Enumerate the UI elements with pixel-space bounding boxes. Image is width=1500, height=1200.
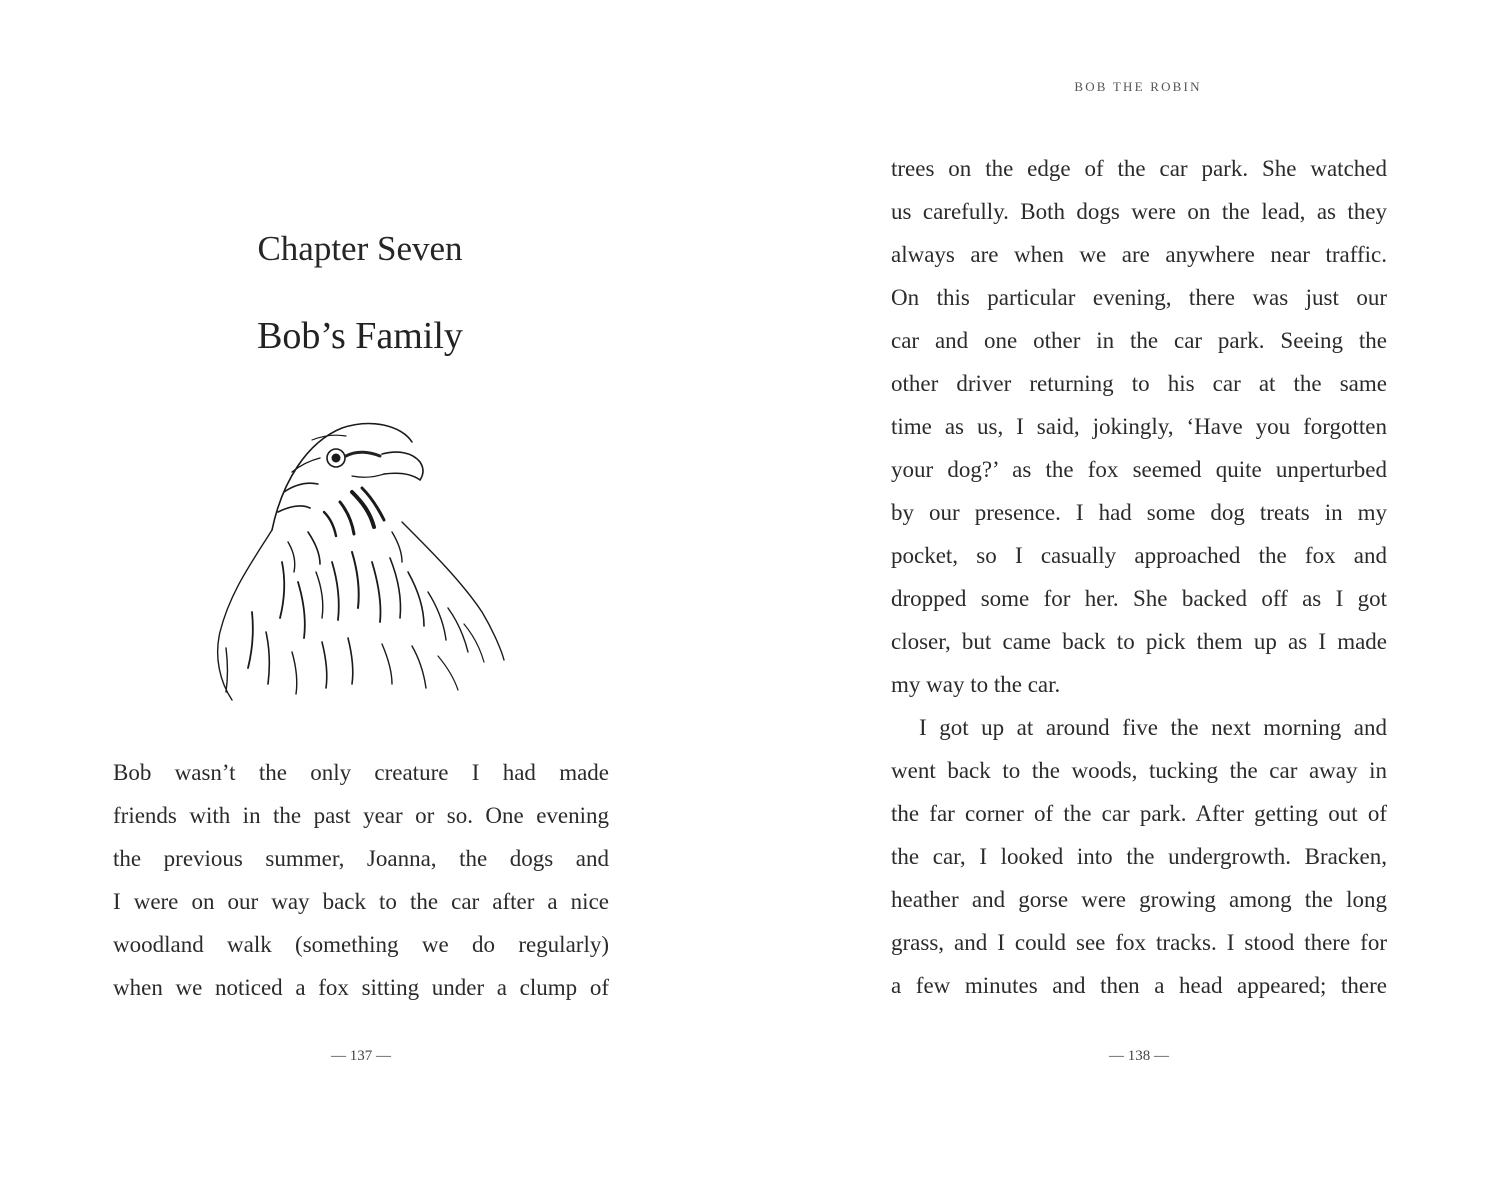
right-page (750, 0, 1500, 1200)
text-line: car and one other in the car park. Seeing the (891, 328, 1387, 353)
text-line: I were on our way back to the car after a nice (113, 889, 609, 914)
text-line: a few minutes and then a head appeared; there (891, 973, 1387, 998)
body-outline-left (218, 530, 272, 700)
text-line: your dog?’ as the fox seemed quite unperturbed (891, 457, 1387, 482)
page-number: — 137 — (331, 1048, 391, 1064)
chapter-number: Chapter Seven (257, 229, 463, 268)
text-line: trees on the edge of the car park. She watched (891, 156, 1387, 181)
text-line: always are when we are anywhere near traffic. (891, 242, 1387, 267)
text-line: On this particular evening, there was just our (891, 285, 1387, 310)
text-line: grass, and I could see fox tracks. I stood there for (891, 930, 1387, 955)
robin-illustration-icon (212, 412, 508, 704)
text-line: friends with in the past year or so. One evening (113, 803, 609, 828)
text-line: the far corner of the car park. After getting out of (891, 801, 1387, 826)
text-line: other driver returning to his car at the same (891, 371, 1387, 396)
right-page-body (891, 147, 1387, 1007)
head-outline (272, 424, 412, 530)
text-line: dropped some for her. She backed off as I got (891, 586, 1387, 611)
text-line: pocket, so I casually approached the fox and (891, 543, 1387, 568)
text-line: heather and gorse were growing among the long (891, 887, 1387, 912)
text-line: went back to the woods, tucking the car away in (891, 758, 1387, 783)
text-line: by our presence. I had some dog treats in my (891, 500, 1387, 525)
beak (382, 452, 423, 480)
running-head: BOB THE ROBIN (1074, 79, 1202, 94)
text-line: woodland walk (something we do regularly) (113, 932, 609, 957)
page-number: — 138 — (1109, 1048, 1169, 1064)
text-line: the car, I looked into the undergrowth. Bracken, (891, 844, 1387, 869)
chapter-title: Bob’s Family (257, 315, 463, 357)
text-line: Bob wasn’t the only creature I had made (113, 760, 609, 785)
text-line: time as us, I said, jokingly, ‘Have you forgotten (891, 414, 1387, 439)
text-line: the previous summer, Joanna, the dogs and (113, 846, 609, 871)
text-line: I got up at around five the next morning and (919, 715, 1387, 740)
text-line: when we noticed a fox sitting under a clump of (113, 975, 609, 1000)
text-line: closer, but came back to pick them up as I made (891, 629, 1387, 654)
left-page-body (113, 751, 609, 1009)
text-line: my way to the car. (891, 672, 1061, 697)
text-line: us carefully. Both dogs were on the lead, as they (891, 199, 1387, 224)
